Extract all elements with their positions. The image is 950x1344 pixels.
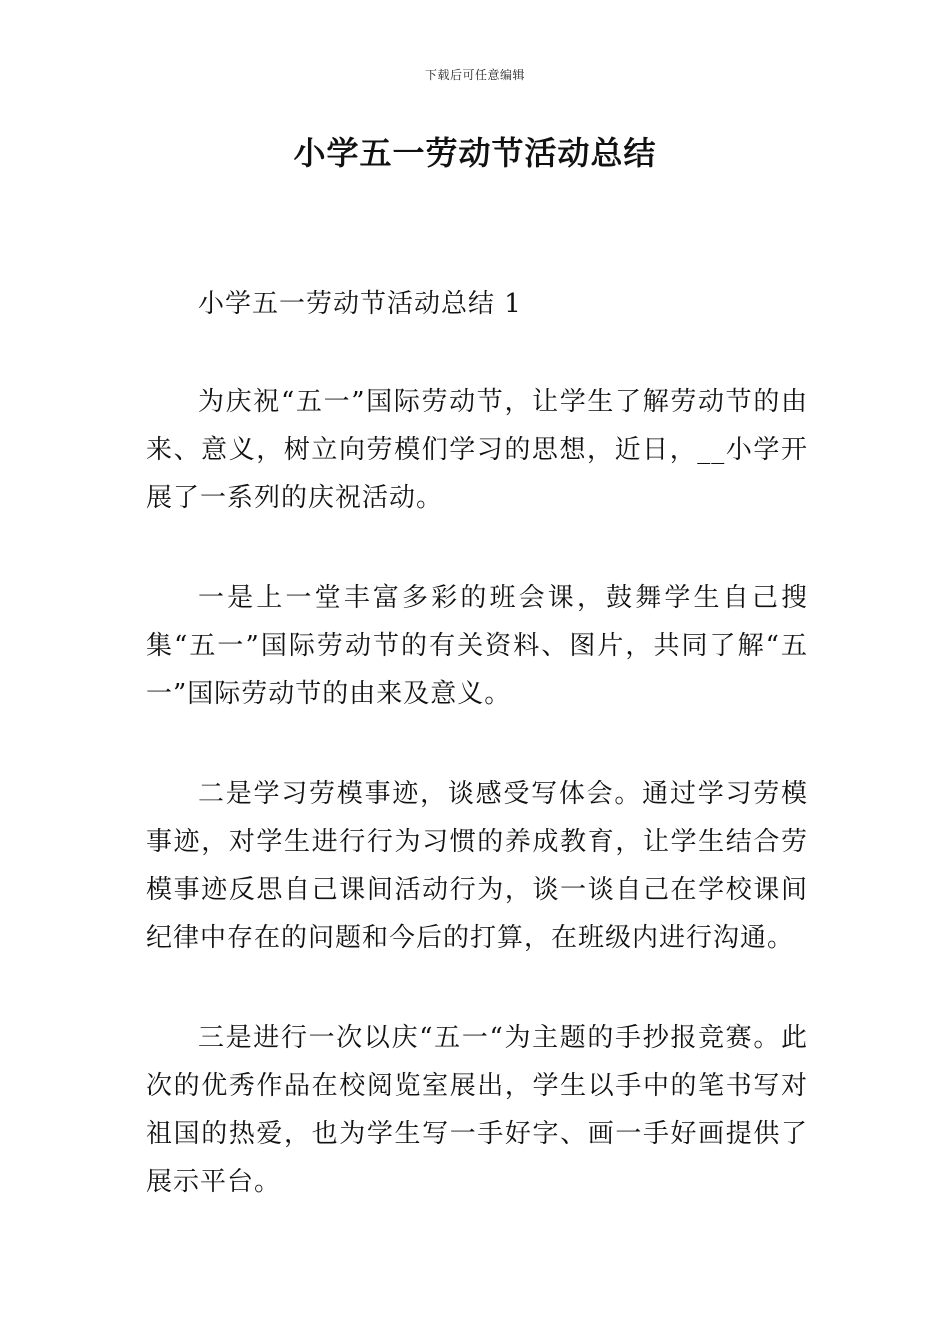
paragraph-activity-two: 二是学习劳模事迹，谈感受写体会。通过学习劳模事迹，对学生进行行为习惯的养成教育，让学生结合劳模事迹反思自己课间活动行为，谈一谈自己在学校课间纪律中存在的问题和今后的打算，在班级内进行沟通。 [146, 779, 808, 953]
paragraph-activity-one: 一是上一堂丰富多彩的班会课，鼓舞学生自己搜集“五一”国际劳动节的有关资料、图片，共同了解“五一”国际劳动节的由来及意义。 [146, 583, 808, 709]
document-body [146, 280, 808, 1258]
document-title: 小学五一劳动节活动总结 [293, 134, 657, 172]
paragraph-intro: 为庆祝“五一”国际劳动节，让学生了解劳动节的由来、意义，树立向劳模们学习的思想，近日，__小学开展了一系列的庆祝活动。 [146, 387, 808, 513]
header-note: 下载后可任意编辑 [424, 68, 525, 82]
section-subtitle: 小学五一劳动节活动总结 1 [198, 289, 522, 319]
paragraph-activity-three: 三是进行一次以庆“五一“为主题的手抄报竞赛。此次的优秀作品在校阅览室展出，学生以手中的笔书写对祖国的热爱，也为学生写一手好字、画一手好画提供了展示平台。 [146, 1023, 808, 1197]
